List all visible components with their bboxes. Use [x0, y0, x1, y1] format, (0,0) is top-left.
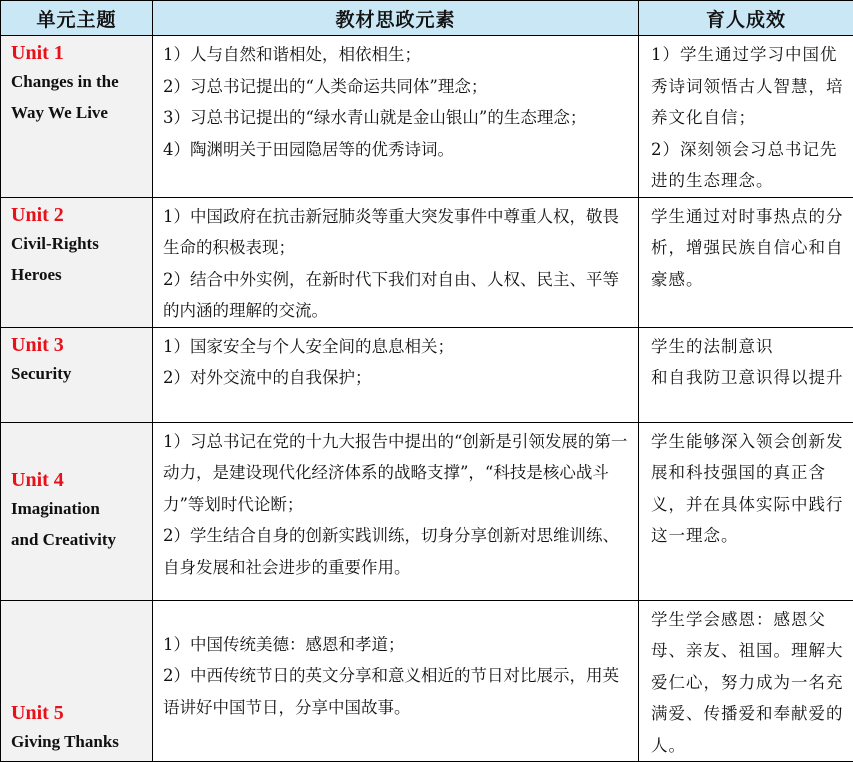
unit-number: Unit 1 [11, 40, 152, 66]
unit-cell [1, 327, 153, 422]
outcomes-cell [639, 36, 853, 198]
element-item: 2）对外交流中的自我保护； [163, 362, 630, 394]
elements-cell [153, 327, 639, 422]
elements-cell [153, 36, 639, 198]
elements-cell [153, 600, 639, 762]
unit-title: Civil-Rights [11, 228, 152, 259]
outcome-item: 学生学会感恩：感恩父母、亲友、祖国。理解大爱仁心，努力成为一名充满爱、传播爱和奉献爱的人。 [651, 604, 845, 762]
unit-cell [1, 600, 153, 762]
unit-number: Unit 4 [11, 467, 152, 493]
outcomes-cell [639, 422, 853, 600]
table-row [1, 327, 853, 422]
unit-title: Changes in the [11, 66, 152, 97]
header-outcomes: 育人成效 [639, 1, 853, 36]
header-ideology-elements: 教材思政元素 [153, 1, 639, 36]
elements-cell [153, 197, 639, 327]
unit-cell [1, 197, 153, 327]
unit-title: Heroes [11, 259, 152, 290]
table-row [1, 600, 853, 762]
element-item: 2）结合中外实例，在新时代下我们对自由、人权、民主、平等的内涵的理解的交流。 [163, 264, 630, 327]
outcome-item: 学生通过对时事热点的分析，增强民族自信心和自豪感。 [651, 201, 845, 296]
outcome-item: 学生能够深入领会创新发展和科技强国的真正含义，并在具体实际中践行这一理念。 [651, 426, 845, 552]
unit-title: Way We Live [11, 97, 152, 128]
header-row [1, 1, 853, 36]
element-item: 2）中西传统节日的英文分享和意义相近的节日对比展示，用英语讲好中国节日，分享中国故事。 [163, 660, 630, 723]
outcome-item: 和自我防卫意识得以提升 [651, 362, 845, 394]
element-item: 1）中国传统美德：感恩和孝道； [163, 629, 630, 661]
unit-cell [1, 36, 153, 198]
unit-number: Unit 5 [11, 700, 152, 726]
unit-number: Unit 2 [11, 202, 152, 228]
elements-cell [153, 422, 639, 600]
element-item: 4）陶渊明关于田园隐居等的优秀诗词。 [163, 134, 630, 166]
unit-title: and Creativity [11, 524, 152, 555]
unit-number: Unit 3 [11, 332, 152, 358]
unit-title: Giving Thanks [11, 726, 152, 757]
table-row [1, 422, 853, 600]
element-item: 2）习总书记提出的“人类命运共同体”理念； [163, 71, 630, 103]
outcome-item: 学生的法制意识 [651, 331, 845, 363]
outcomes-cell [639, 600, 853, 762]
unit-title: Security [11, 358, 152, 389]
table-row [1, 197, 853, 327]
element-item: 1）中国政府在抗击新冠肺炎等重大突发事件中尊重人权，敬畏生命的积极表现； [163, 201, 630, 264]
element-item: 2）学生结合自身的创新实践训练，切身分享创新对思维训练、自身发展和社会进步的重要作用。 [163, 520, 630, 583]
outcomes-cell [639, 197, 853, 327]
outcome-item: 1）学生通过学习中国优秀诗词领悟古人智慧，培养文化自信； [651, 39, 845, 134]
element-item: 1）人与自然和谐相处，相依相生； [163, 39, 630, 71]
outcomes-cell [639, 327, 853, 422]
element-item: 1）习总书记在党的十九大报告中提出的“创新是引领发展的第一动力，是建设现代化经济体系的战略支撑”，“科技是核心战斗力”等划时代论断； [163, 426, 630, 521]
header-unit-theme: 单元主题 [1, 1, 153, 36]
unit-title: Imagination [11, 493, 152, 524]
outcome-item: 2）深刻领会习总书记先进的生态理念。 [651, 134, 845, 197]
element-item: 1）国家安全与个人安全间的息息相关； [163, 331, 630, 363]
element-item: 3）习总书记提出的“绿水青山就是金山银山”的生态理念； [163, 102, 630, 134]
table-row [1, 36, 853, 198]
unit-cell [1, 422, 153, 600]
